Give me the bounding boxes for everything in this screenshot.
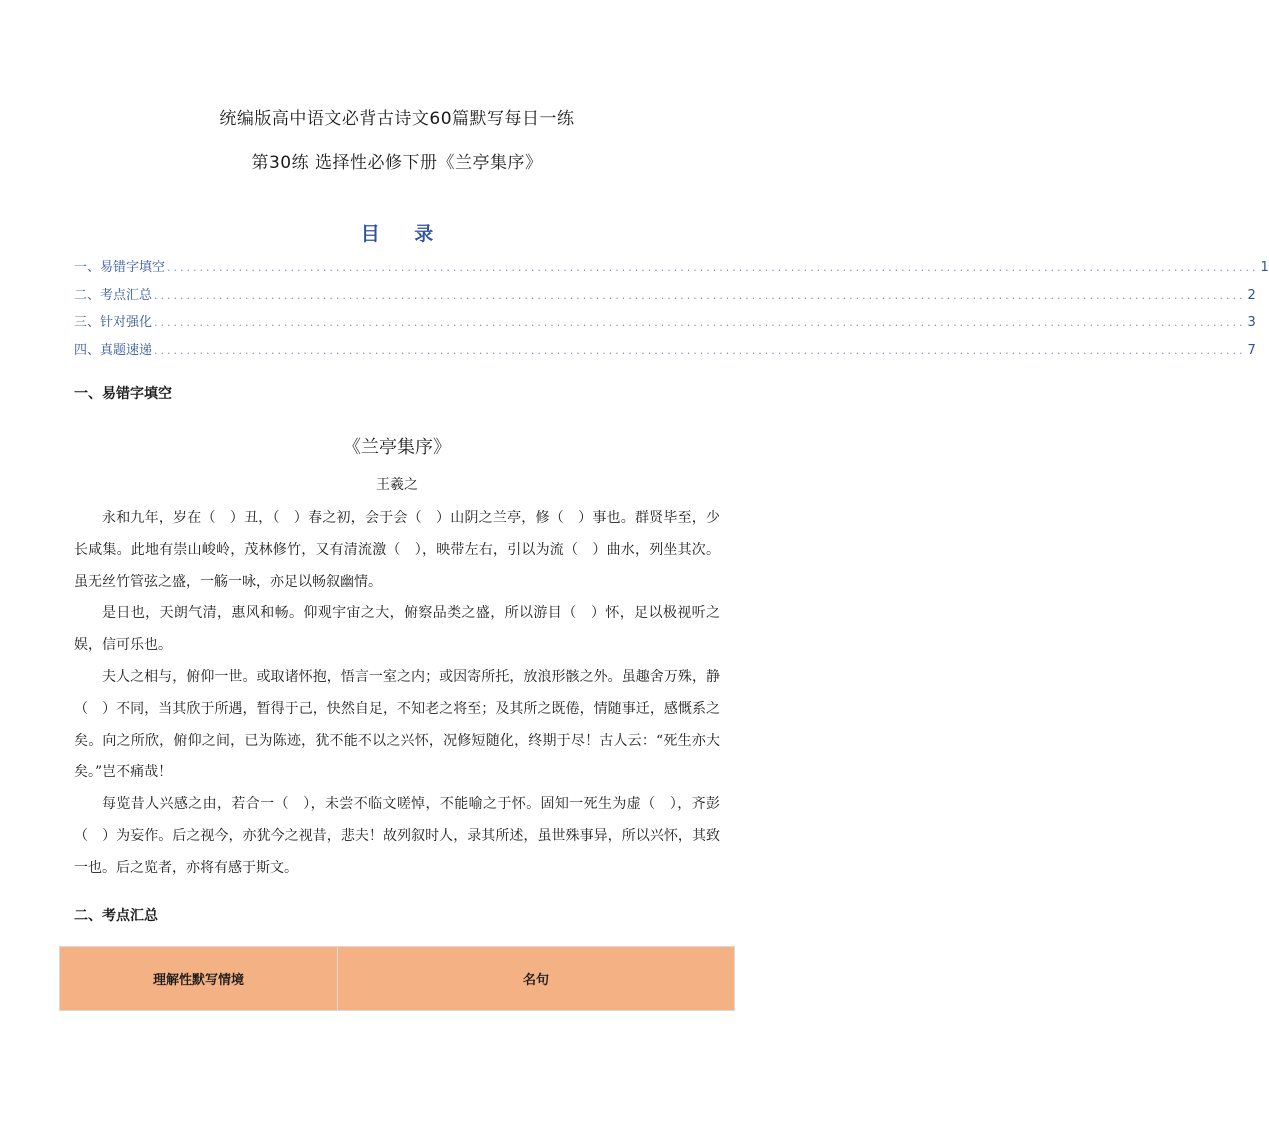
poem-paragraph: 是日也，天朗气清，惠风和畅。仰观宇宙之大，俯察品类之盛，所以游目（ ）怀，足以极视听之娱，信可乐也。 xyxy=(74,605,720,654)
document-subtitle: 第30练 选择性必修下册《兰亭集序》 xyxy=(251,153,543,173)
toc-item-page: 3 xyxy=(1247,315,1256,330)
poem-title: 《兰亭集序》 xyxy=(343,437,451,458)
poem-paragraph: 永和九年，岁在（ ）丑，（ ）春之初，会于会（ ）山阴之兰亭，修（ ）事也。群贤毕至，少长咸集。此地有崇山峻岭，茂林修竹，又有清流激（ ），映带左右，引以为流（ ）曲水，列坐其次。虽无丝竹管弦之盛，一觞一咏，亦足以畅叙幽情。 xyxy=(74,510,720,590)
poem-paragraph: 夫人之相与，俯仰一世。或取诸怀抱，悟言一室之内；或因寄所托，放浪形骸之外。虽趣舍万殊，静（ ）不同，当其欣于所遇，暂得于己，快然自足，不知老之将至；及其所之既倦，情随事迁，感慨系之矣。向之所欣，俯仰之间，已为陈迹，犹不能不以之兴怀，况修短随化，终期于尽！古人云：“死生亦大矣。”岂不痛哉！ xyxy=(74,668,720,781)
toc-item[interactable] xyxy=(74,339,1256,367)
toc-heading: 目 录 xyxy=(360,223,448,245)
toc-leader-dots: ........................................................................................................................................................................ xyxy=(154,288,1246,302)
toc-item[interactable] xyxy=(74,284,1256,312)
key-points-table xyxy=(59,946,735,1011)
toc-leader-dots: ........................................................................................................................................................................ xyxy=(167,261,1259,274)
toc-item[interactable] xyxy=(74,256,1269,284)
toc-item-label: 一、易错字填空 xyxy=(74,260,166,275)
poem-body xyxy=(74,503,720,885)
toc-item-label: 二、考点汇总 xyxy=(74,287,153,303)
section-heading-fill-blanks: 一、易错字填空 xyxy=(74,386,172,402)
toc-item-page: 2 xyxy=(1247,287,1256,303)
toc-item-label: 四、真题速递 xyxy=(74,342,153,358)
document-title: 统编版高中语文必背古诗文60篇默写每日一练 xyxy=(219,109,575,129)
table-of-contents xyxy=(74,256,1269,366)
table-header-row xyxy=(60,947,735,1011)
toc-item-label: 三、针对强化 xyxy=(74,315,153,330)
toc-item-page: 7 xyxy=(1247,342,1256,358)
poem-author: 王羲之 xyxy=(376,477,418,493)
toc-item[interactable] xyxy=(74,311,1256,339)
table-header-quote: 名句 xyxy=(338,947,735,1011)
section-heading-key-points: 二、考点汇总 xyxy=(74,908,158,924)
toc-leader-dots: ........................................................................................................................................................................ xyxy=(154,316,1246,329)
poem-paragraph: 每览昔人兴感之由，若合一（ ），未尝不临文嗟悼，不能喻之于怀。固知一死生为虚（ ），齐彭（ ）为妄作。后之视今，亦犹今之视昔，悲夫！故列叙时人，录其所述，虽世殊事异，所以兴怀，其致一也。后之览者，亦将有感于斯文。 xyxy=(74,796,720,876)
table-header-context: 理解性默写情境 xyxy=(60,947,338,1011)
toc-item-page: 1 xyxy=(1260,260,1269,275)
toc-leader-dots: ........................................................................................................................................................................ xyxy=(154,343,1246,357)
